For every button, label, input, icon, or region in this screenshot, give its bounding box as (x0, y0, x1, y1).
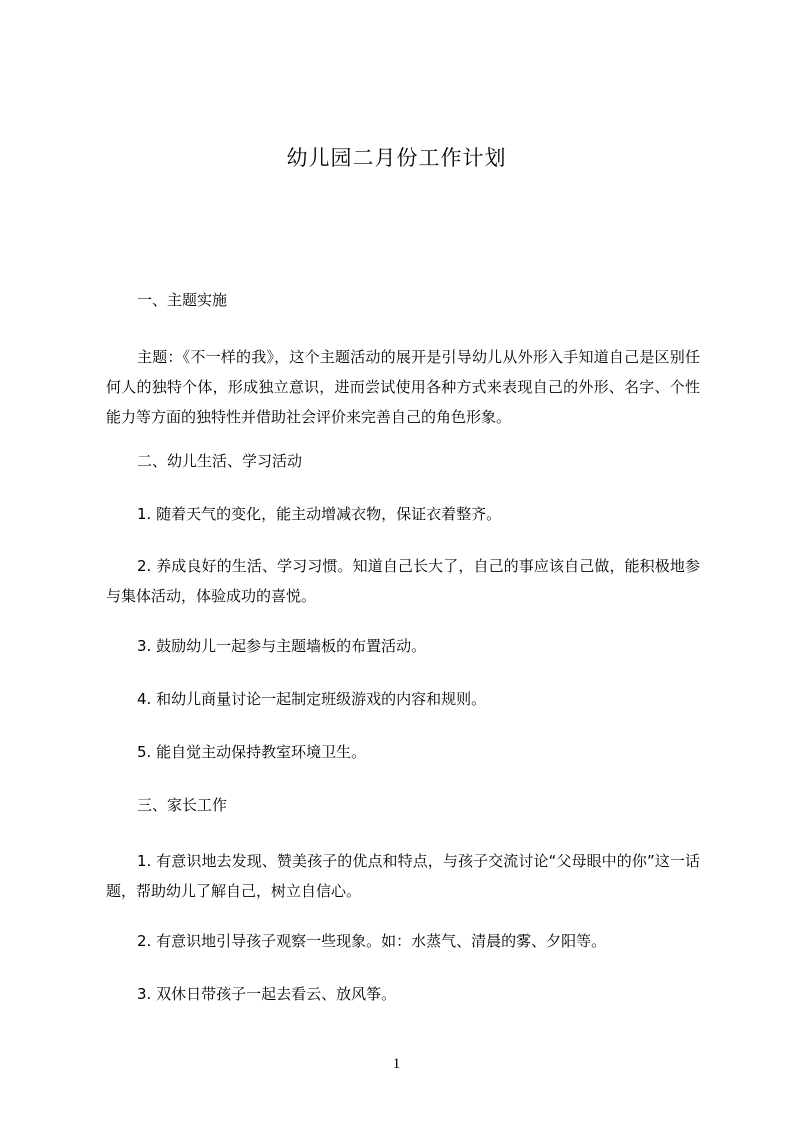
section-heading: 一、主题实施 (137, 291, 228, 309)
list-item: 4. 和幼儿商量讨论一起制定班级游戏的内容和规则。 (137, 690, 487, 708)
list-item: 1. 有意识地去发现、赞美孩子的优点和特点，与孩子交流讨论“父母眼中的你”这一话题，帮助幼儿了解自己，树立自信心。 (106, 852, 700, 900)
list-item: 1. 随着天气的变化，能主动增减衣物，保证衣着整齐。 (137, 505, 502, 523)
list-item: 3. 双休日带孩子一起去看云、放风筝。 (137, 985, 397, 1003)
list-item: 3. 鼓励幼儿一起参与主题墙板的布置活动。 (137, 637, 427, 655)
page-number: 1 (392, 1056, 401, 1072)
document-title: 幼儿园二月份工作计划 (286, 146, 507, 170)
list-item: 5. 能自觉主动保持教室环境卫生。 (137, 743, 367, 761)
list-item: 2. 养成良好的生活、学习习惯。知道自己长大了，自己的事应该自己做，能积极地参与集体活动，体验成功的喜悦。 (106, 557, 700, 605)
list-item: 2. 有意识地引导孩子观察一些现象。如：水蒸气、清晨的雾、夕阳等。 (137, 932, 607, 950)
section-heading: 二、幼儿生活、学习活动 (137, 452, 303, 470)
section-heading: 三、家长工作 (137, 796, 228, 814)
paragraph: 主题：《不一样的我》，这个主题活动的展开是引导幼儿从外形入手知道自己是区别任何人的独特个体，形成独立意识，进而尝试使用各种方式来表现自己的外形、名字、个性能力等方面的独特性并借助社会评价来完善自己的角色形象。 (106, 348, 700, 426)
